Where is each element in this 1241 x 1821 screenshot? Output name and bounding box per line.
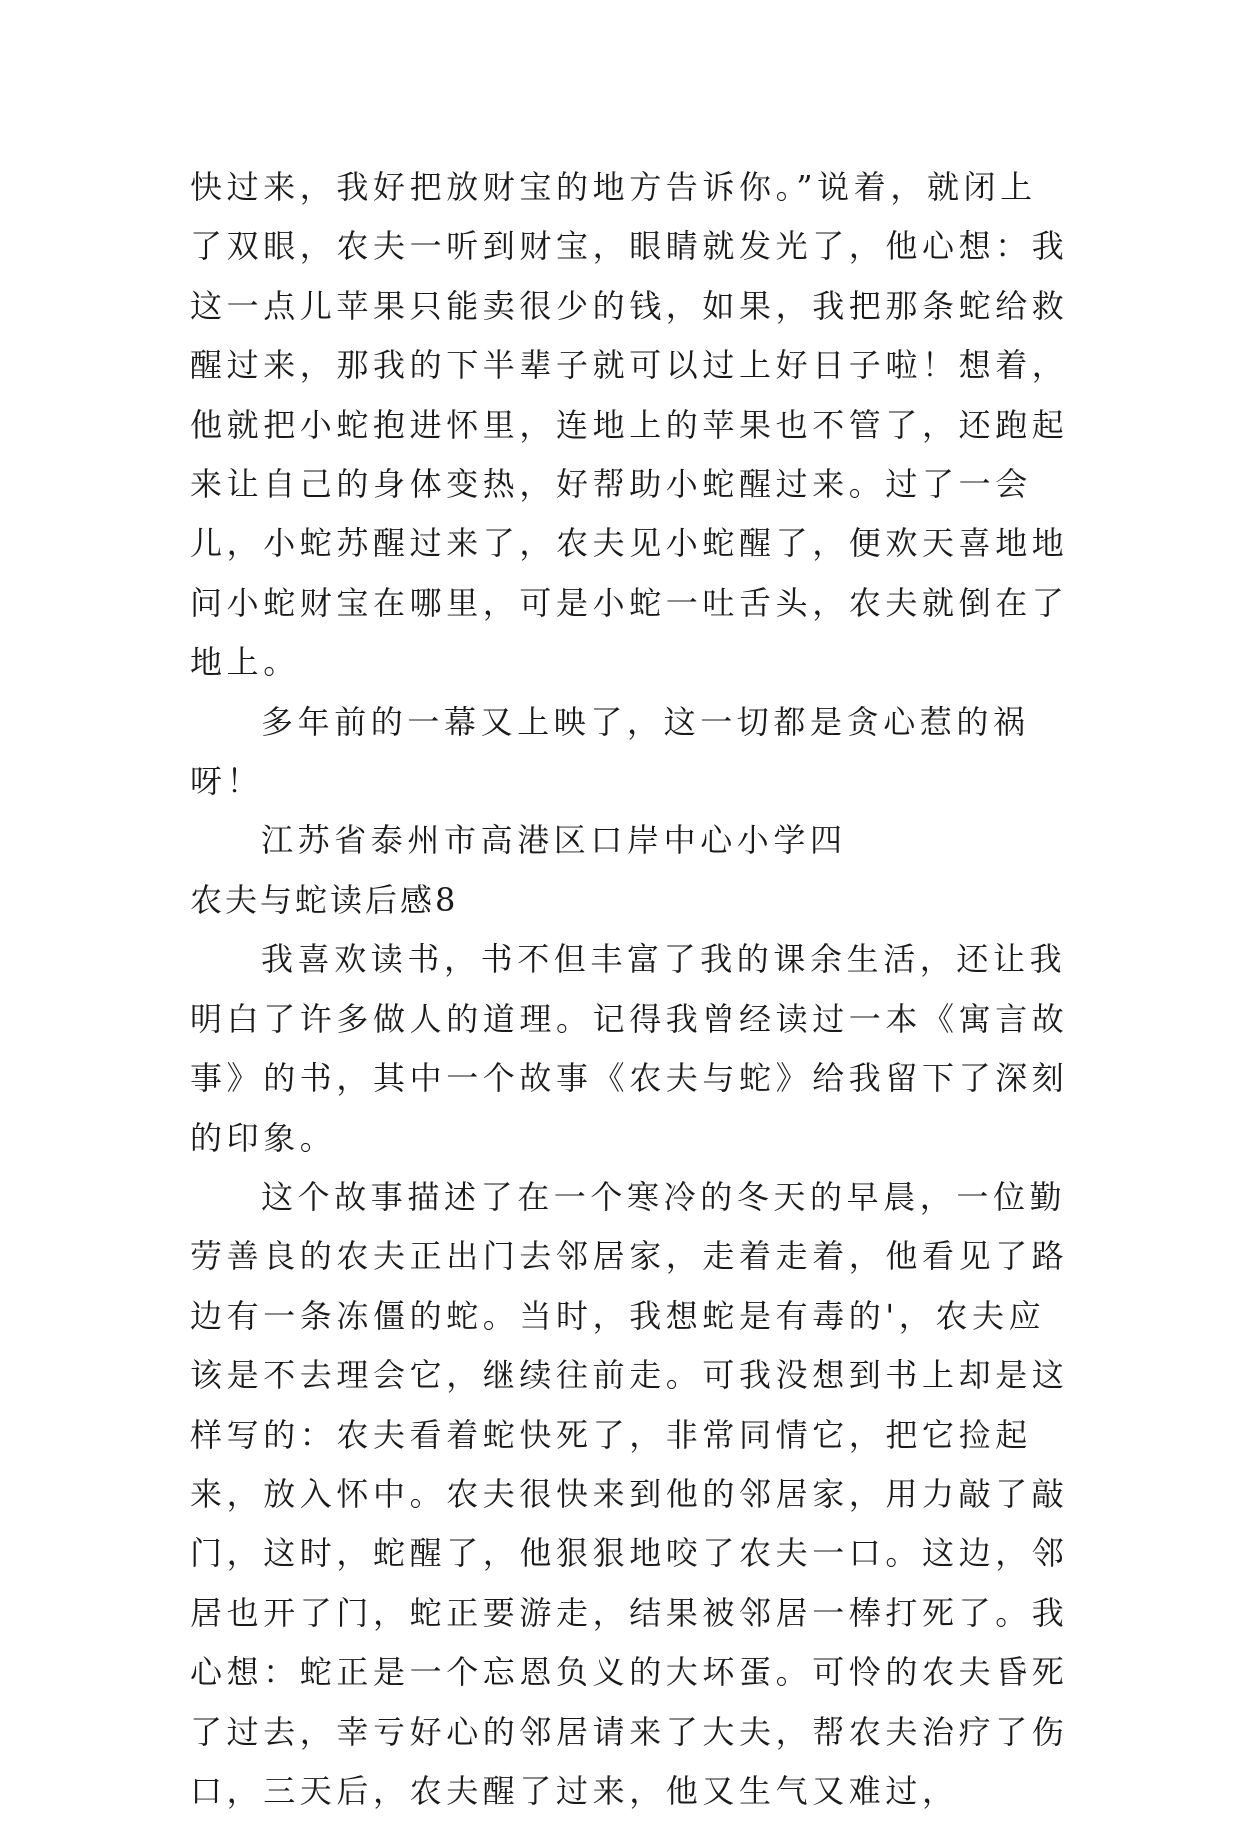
paragraph-story-continued: 快过来，我好把放财宝的地方告诉你。”说着，就闭上了双眼，农夫一听到财宝，眼睛就发光了，他心想：我这一点儿苹果只能卖很少的钱，如果，我把那条蛇给救醒过来，那我的下半辈子就可以过上好日子啦！想着，他就把小蛇抱进怀里，连地上的苹果也不管了，还跑起来让自己的身体变热，好帮助小蛇醒过来。过了一会儿，小蛇苏醒过来了，农夫见小蛇醒了，便欢天喜地地问小蛇财宝在哪里，可是小蛇一吐舌头，农夫就倒在了地上。	[190, 168, 1069, 682]
document-body	[190, 158, 1070, 1821]
section-heading: 农夫与蛇读后感8	[190, 880, 459, 919]
paragraph-conclusion: 多年前的一幕又上映了，这一切都是贪心惹的祸呀！	[190, 702, 1030, 801]
author-school-line: 江苏省泰州市高港区口岸中心小学四	[261, 821, 847, 860]
paragraph-intro: 我喜欢读书，书不但丰富了我的课余生活，还让我明白了许多做人的道理。记得我曾经读过一本《寓言故事》的书，其中一个故事《农夫与蛇》给我留下了深刻的印象。	[190, 940, 1069, 1157]
paragraph-story-summary: 这个故事描述了在一个寒冷的冬天的早晨，一位勤劳善良的农夫正出门去邻居家，走着走着，他看见了路边有一条冻僵的蛇。当时，我想蛇是有毒的'，农夫应该是不去理会它，继续往前走。可我没想到书上却是这样写的：农夫看着蛇快死了，非常同情它，把它捡起来，放入怀中。农夫很快来到他的邻居家，用力敲了敲门，这时，蛇醒了，他狠狠地咬了农夫一口。这边，邻居也开了门，蛇正要游走，结果被邻居一棒打死了。我心想：蛇正是一个忘恩负义的大坏蛋。可怜的农夫昏死了过去，幸亏好心的邻居请来了大夫，帮农夫治疗了伤口，三天后，农夫醒了过来，他又生气又难过，	[190, 1177, 1069, 1810]
